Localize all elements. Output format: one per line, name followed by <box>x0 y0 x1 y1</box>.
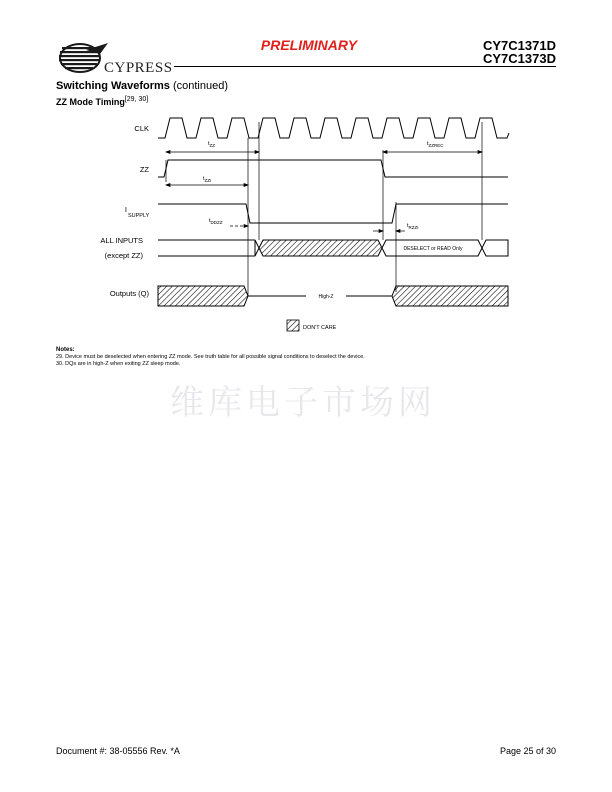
tddzz-sub: DDZZ <box>210 220 223 225</box>
watermark: 维库电子市场网 <box>170 383 436 423</box>
isupply-label-main: I <box>124 205 127 214</box>
timing-reference-lines <box>166 122 482 296</box>
zz-mode-timing-diagram <box>0 0 612 340</box>
preliminary-label: PRELIMINARY <box>260 37 358 53</box>
outputs-label: Outputs (Q) <box>109 289 149 298</box>
document-number: Document #: 38-05556 Rev. *A <box>56 746 180 756</box>
deselect-text: DESELECT or READ Only <box>403 246 463 252</box>
tzzrec-prefix: t <box>427 141 429 147</box>
dont-care-label: DON'T CARE <box>303 325 337 331</box>
trzzi-label <box>407 223 419 230</box>
tzzrec-sub: ZZREC <box>428 143 444 148</box>
page-number: Page 25 of 30 <box>499 746 556 756</box>
zz-waveform <box>158 160 508 177</box>
note-30: 30. DQs are in high-Z when exiting ZZ sleep mode. <box>56 361 181 367</box>
tzzi-label <box>203 176 211 183</box>
tzzrec-label <box>427 141 444 148</box>
notes-heading: Notes: <box>56 347 75 353</box>
logo-wordmark: CYPRESS <box>104 60 173 76</box>
part-number-1: CY7C1371D <box>483 38 556 53</box>
dont-care-swatch <box>287 320 299 331</box>
highz-text: High-Z <box>318 294 334 300</box>
tzzi-sub: ZZI <box>204 178 212 183</box>
section-title-suffix: (continued) <box>172 80 228 92</box>
subsection-refs: [29, 30] <box>124 96 149 103</box>
isupply-label-sub: SUPPLY <box>128 213 150 219</box>
tzz-sub: ZZ <box>209 143 216 148</box>
part-number-2: CY7C1373D <box>483 51 556 66</box>
tddzz-label <box>209 218 223 225</box>
zz-label: ZZ <box>139 165 149 174</box>
tzz-prefix: t <box>208 141 210 147</box>
trzzi-prefix: t <box>407 223 409 229</box>
tddzz-prefix: t <box>209 218 211 224</box>
tzz-label <box>208 141 215 148</box>
all-inputs-label: ALL INPUTS <box>100 236 143 245</box>
note-29: 29. Device must be deselected when entering ZZ mode. See truth table for all possible signal conditions to deselect the device. <box>56 354 365 360</box>
notes <box>56 347 365 368</box>
trzzi-sub: RZZI <box>408 225 419 230</box>
tzzi-prefix: t <box>203 176 205 182</box>
clk-label: CLK <box>134 124 149 133</box>
subsection-title-text: ZZ Mode Timing <box>56 97 125 107</box>
clk-waveform <box>158 118 509 138</box>
section-title-main: Switching Waveforms <box>56 80 170 92</box>
except-zz-label: (except ZZ) <box>104 251 143 260</box>
